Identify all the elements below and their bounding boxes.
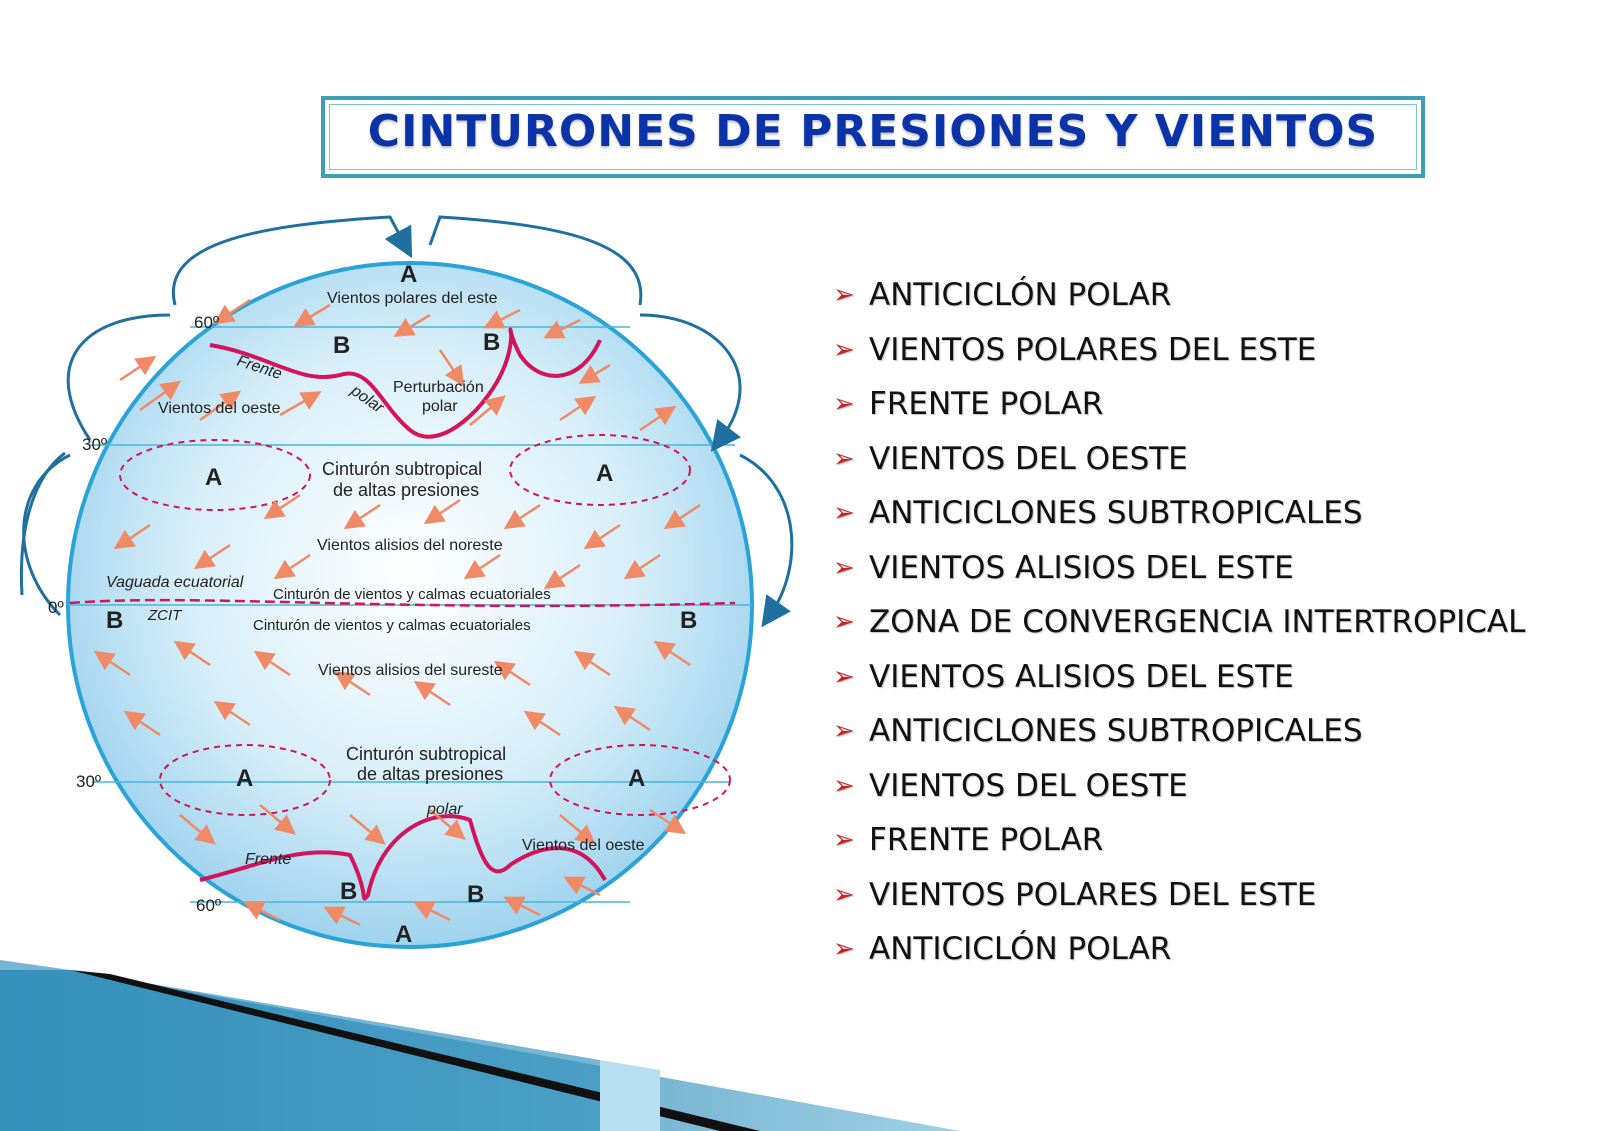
page-title: CINTURONES DE PRESIONES Y VIENTOS	[367, 106, 1379, 157]
lat-label-s60: 60º	[196, 896, 222, 915]
low-pressure-label: B	[483, 329, 501, 356]
arrowhead-bullet-icon: ➢	[833, 334, 855, 365]
list-item: ➢ FRENTE POLAR	[833, 822, 1104, 859]
arrowhead-bullet-icon: ➢	[833, 879, 855, 910]
label-perturbacion-2: polar	[422, 398, 458, 415]
arrowhead-bullet-icon: ➢	[833, 661, 855, 692]
label-subtropical-north-2: de altas presiones	[333, 480, 480, 500]
label-subtropical-south-2: de altas presiones	[357, 764, 504, 784]
concepts-list	[833, 268, 1525, 977]
high-pressure-label: A	[236, 765, 254, 792]
label-subtropical-south-1: Cinturón subtropical	[346, 744, 507, 764]
title-frame	[321, 96, 1425, 178]
label-calms-1: Cinturón de vientos y calmas ecuatoriales	[273, 586, 551, 603]
label-polar-south: polar	[427, 801, 463, 818]
high-pressure-label: A	[596, 460, 614, 487]
low-pressure-label: B	[467, 881, 485, 908]
arrowhead-bullet-icon: ➢	[833, 280, 855, 311]
label-polar-east-north: Vientos polares del este	[327, 290, 498, 307]
high-pressure-label: A	[628, 765, 646, 792]
low-pressure-label: B	[106, 607, 124, 634]
lat-label-eq: 0º	[48, 598, 64, 617]
arrowhead-bullet-icon: ➢	[833, 443, 855, 474]
low-pressure-label: B	[333, 332, 351, 359]
label-subtropical-north-1: Cinturón subtropical	[322, 459, 483, 479]
list-item: ➢ VIENTOS DEL OESTE	[833, 767, 1188, 804]
label-perturbacion-1: Perturbación	[393, 379, 484, 396]
label-polar-north: polar	[347, 382, 387, 417]
label-trades-se: Vientos alisios del sureste	[318, 662, 503, 679]
label-trades-ne: Vientos alisios del noreste	[317, 537, 503, 554]
list-item: ➢ FRENTE POLAR	[833, 386, 1104, 423]
lat-label-s30: 30º	[76, 772, 102, 791]
arrowhead-bullet-icon: ➢	[833, 607, 855, 638]
arrowhead-bullet-icon: ➢	[833, 825, 855, 856]
lat-label-n60: 60º	[194, 313, 220, 332]
list-item: ➢ VIENTOS POLARES DEL ESTE	[833, 331, 1317, 368]
label-calms-2: Cinturón de vientos y calmas ecuatoriales	[253, 617, 531, 634]
list-item: ➢ VIENTOS ALISIOS DEL ESTE	[833, 658, 1294, 695]
list-item: ➢ ANTICICLÓN POLAR	[833, 277, 1172, 314]
label-frente-south: Frente	[245, 851, 292, 868]
label-frente-north: Frente	[234, 352, 285, 384]
list-item: ➢ VIENTOS ALISIOS DEL ESTE	[833, 549, 1294, 586]
lat-label-n30: 30º	[82, 435, 108, 454]
list-item: ➢ ANTICICLÓN POLAR	[833, 931, 1172, 968]
pressure-wind-globe-diagram	[0, 205, 820, 955]
list-item: ➢ VIENTOS DEL OESTE	[833, 440, 1188, 477]
arrowhead-bullet-icon: ➢	[833, 552, 855, 583]
decorative-corner-stripes	[0, 960, 960, 1131]
label-westerlies-north: Vientos del oeste	[158, 400, 281, 417]
list-item: ➢ ANTICICLONES SUBTROPICALES	[833, 713, 1363, 750]
label-westerlies-south: Vientos del oeste	[522, 837, 645, 854]
low-pressure-label: B	[340, 878, 358, 905]
arrowhead-bullet-icon: ➢	[833, 389, 855, 420]
low-pressure-label: B	[680, 607, 698, 634]
arrowhead-bullet-icon: ➢	[833, 770, 855, 801]
list-item: ➢ ANTICICLONES SUBTROPICALES	[833, 495, 1363, 532]
arrowhead-bullet-icon: ➢	[833, 716, 855, 747]
arrowhead-bullet-icon: ➢	[833, 498, 855, 529]
list-item: ➢ ZONA DE CONVERGENCIA INTERTROPICAL	[833, 604, 1526, 641]
high-pressure-label: A	[205, 464, 223, 491]
high-pressure-label: A	[395, 921, 413, 948]
label-zcit: ZCIT	[148, 607, 182, 624]
label-vaguada: Vaguada ecuatorial	[106, 574, 244, 591]
list-item: ➢ VIENTOS POLARES DEL ESTE	[833, 876, 1317, 913]
high-pressure-label: A	[400, 261, 418, 288]
arrowhead-bullet-icon: ➢	[833, 934, 855, 965]
